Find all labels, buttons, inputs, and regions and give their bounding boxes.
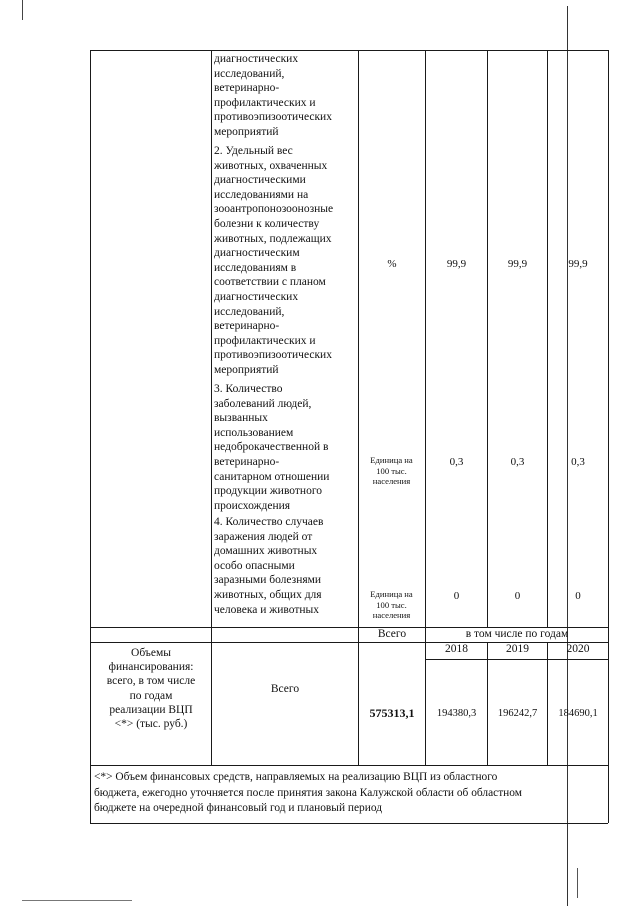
indicator-4-text: [214, 515, 323, 617]
indicator-2-value-2019: 99,9: [507, 258, 528, 270]
financing-source: Всего: [270, 683, 300, 695]
indicator-2-value-2020: 99,9: [568, 258, 588, 270]
text-line: животных, общих для: [214, 588, 322, 601]
table-bottom-border: [90, 823, 608, 824]
text-line: исследованиями на: [214, 188, 309, 201]
text-line: противоэпизоотических: [214, 111, 332, 124]
financing-year-2018: 2018: [445, 643, 468, 655]
unit-line: 100 тыс.: [376, 599, 407, 610]
financing-total-header: Всего: [377, 628, 407, 640]
indicator-3-text: [214, 382, 329, 513]
table-top-border: [90, 50, 608, 51]
text-line: вызванных: [214, 412, 268, 425]
financing-year-2019: 2019: [506, 643, 529, 655]
label-line: реализации ВЦП: [109, 703, 193, 716]
unit-line: Единица на: [370, 589, 413, 599]
indicator-4-unit: [359, 589, 424, 621]
text-line: исследований,: [214, 305, 285, 318]
text-line: недоброкачественной в: [214, 441, 329, 454]
unit-line: 100 тыс.: [376, 465, 407, 476]
text-line: домашних животных: [214, 545, 318, 558]
text-line: использованием: [214, 426, 294, 439]
text-line: противоэпизоотических: [214, 349, 332, 362]
text-line: ветеринарно-: [214, 455, 280, 468]
scan-edge-mark: [577, 868, 578, 898]
financing-value-2019: 196242,7: [497, 708, 538, 719]
text-line: 4. Количество случаев: [214, 516, 324, 528]
indicator-3-value-2018: 0,3: [449, 456, 464, 468]
text-line: животных, охваченных: [214, 159, 328, 172]
text-line: мероприятий: [214, 125, 279, 138]
indicator-3-value-2019: 0,3: [510, 456, 525, 468]
text-line: заразными болезнями: [214, 574, 322, 587]
indicator-3-unit: [359, 455, 424, 487]
column-divider: [358, 50, 359, 765]
scan-edge-mark: [22, 900, 132, 901]
text-line: мероприятий: [214, 363, 279, 376]
column-divider: [608, 50, 609, 823]
column-divider: [90, 50, 91, 823]
indicator-2-text: [214, 144, 333, 378]
text-line: профилактических и: [214, 334, 316, 347]
financing-total-value: 575313,1: [369, 706, 415, 720]
text-line: диагностическими: [214, 174, 306, 187]
column-divider: [547, 642, 548, 765]
financing-value-2018: 194380,3: [436, 708, 477, 719]
indicator-4-value-2019: 0: [514, 590, 521, 602]
unit-line: населения: [372, 476, 411, 487]
column-divider: [487, 642, 488, 765]
row-divider: [90, 765, 608, 766]
row-divider: [425, 659, 608, 660]
label-line: Объемы: [131, 647, 171, 659]
financing-label: [92, 646, 210, 731]
footnote: [94, 770, 522, 817]
text-line: человека и животных: [214, 603, 319, 616]
text-line: соответствии с планом: [214, 276, 326, 289]
column-divider: [547, 50, 548, 627]
indicator-4-value-2018: 0: [453, 590, 460, 602]
text-line: исследований,: [214, 67, 285, 80]
footnote-line: бюджете на очередной финансовый год и плановый период: [94, 802, 382, 815]
text-line: животных, подлежащих: [214, 232, 332, 245]
text-line: профилактических и: [214, 96, 316, 109]
text-line: санитарном отношении: [214, 470, 330, 483]
indicator-2-value-2018: 99,9: [446, 258, 467, 270]
scan-edge-mark: [22, 0, 23, 20]
text-line: болезни к количеству: [214, 217, 320, 230]
column-divider: [425, 50, 426, 765]
footnote-line: бюджета, ежегодно уточняется после принятия закона Калужской области об областном: [94, 786, 522, 799]
indicator-2-unit: %: [387, 258, 397, 270]
financing-value-2020: 184690,1: [558, 708, 598, 719]
label-line: по годам: [129, 689, 173, 702]
text-line: диагностических: [214, 53, 299, 65]
text-line: 3. Количество: [214, 383, 283, 395]
text-line: особо опасными: [214, 559, 295, 572]
text-line: происхождения: [214, 499, 291, 512]
unit-line: населения: [372, 610, 411, 621]
text-line: заболеваний людей,: [214, 397, 312, 410]
label-line: <*> (тыс. руб.): [114, 718, 188, 731]
label-line: финансирования:: [108, 661, 194, 674]
text-line: зооантропонозоонозные: [214, 203, 334, 216]
column-divider: [487, 50, 488, 627]
text-line: продукции животного: [214, 485, 323, 498]
text-line: диагностическим: [214, 247, 300, 260]
financing-year-2020: 2020: [566, 643, 590, 655]
indicator-3-value-2020: 0,3: [571, 456, 585, 468]
text-line: 2. Удельный вес: [214, 145, 293, 157]
column-divider: [211, 50, 212, 765]
text-line: диагностических: [214, 290, 299, 303]
indicator-4-value-2020: 0: [575, 590, 581, 602]
financing-by-years-header: в том числе по годам: [465, 628, 569, 640]
text-line: исследованиям в: [214, 261, 297, 274]
label-line: всего, в том числе: [106, 675, 196, 688]
unit-line: Единица на: [370, 455, 413, 465]
text-line: ветеринарно-: [214, 82, 280, 95]
footnote-line: <*> Объем финансовых средств, направляемых на реализацию ВЦП из областного: [94, 771, 498, 783]
text-line: заражения людей от: [214, 530, 313, 543]
text-line: ветеринарно-: [214, 320, 280, 333]
indicator-1-tail: [214, 52, 332, 140]
